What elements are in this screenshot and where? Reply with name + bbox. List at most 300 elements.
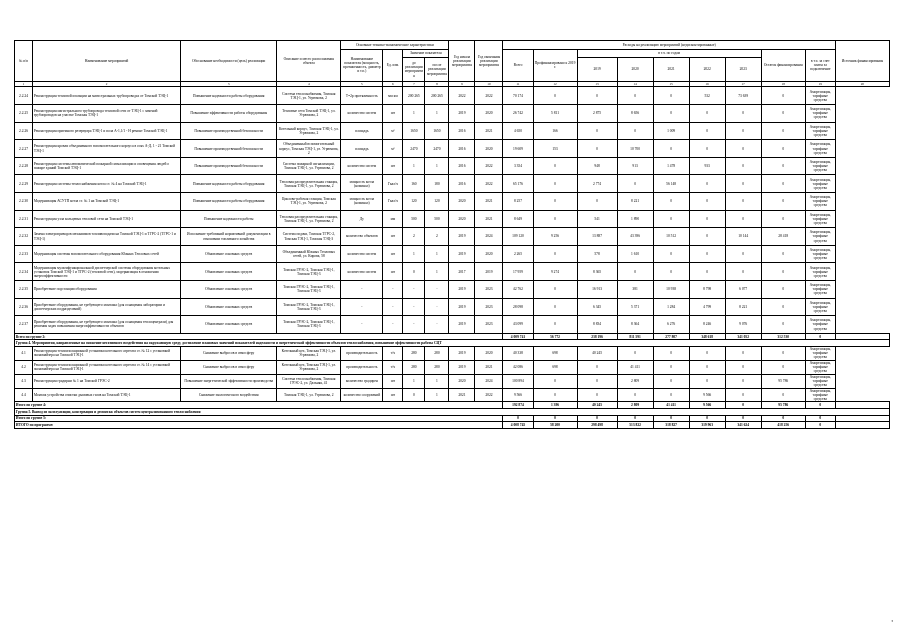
table-cell: 180	[425, 175, 449, 193]
subtotal-value: 0	[805, 422, 835, 429]
table-cell: 0	[617, 87, 653, 105]
table-cell: шт	[383, 388, 403, 402]
table-cell: Котельный цех, Томская ТЭЦ-1, ул. Угрюмова, 2	[277, 360, 341, 374]
table-cell: 2020	[475, 105, 503, 123]
table-cell: 2023	[475, 298, 503, 316]
table-row	[15, 374, 890, 388]
subtotal-value: 0	[761, 415, 805, 422]
table-cell: 8 365	[577, 263, 617, 281]
group-heading: Группа 4. Мероприятия, направленные на снижение негативного воздействия на окружающую среду, достижение плановых значений показателей надежности и энергетической эффективности объектов теплоснабжения, повышение эффективности работы СЦТ	[15, 340, 890, 347]
subtotal-empty	[835, 415, 889, 422]
table-cell: 0	[689, 360, 725, 374]
table-cell: Амортизация, тарифные средства	[805, 228, 835, 246]
table-cell: площадь	[341, 122, 383, 140]
table-cell: 0	[689, 105, 725, 123]
col-header-by-years: в т.ч. по годам	[577, 49, 761, 58]
subtotal-value: 41 411	[653, 402, 689, 409]
table-cell: Амортизация, тарифные средства	[805, 122, 835, 140]
table-cell: 10 700	[617, 140, 653, 158]
table-cell: -	[383, 298, 403, 316]
table-cell: мощность котла (номинал)	[341, 175, 383, 193]
table-cell: Система теплоснабжения, Томская ГРЭС-2, ул. Дальняя, 41	[277, 374, 341, 388]
table-cell: 913	[617, 157, 653, 175]
table-cell: 500	[425, 210, 449, 228]
table-cell: -	[425, 316, 449, 334]
table-cell: 2019	[475, 263, 503, 281]
table-cell: 0	[761, 87, 805, 105]
table-cell: 2019	[449, 281, 475, 299]
table-cell: Повышение производственной безопасности	[181, 122, 277, 140]
table-cell: производительность	[341, 346, 383, 360]
table-cell: 2019	[449, 360, 475, 374]
table-cell: Повышение энергетической эффективности производства	[181, 374, 277, 388]
table-cell: 2019	[449, 346, 475, 360]
table-cell: Амортизация, тарифные средства	[805, 374, 835, 388]
table-cell: Тепловая распределительная станция, Томская ТЭЦ-1, ул. Угрюмова, 2	[277, 210, 341, 228]
table-cell: 698	[533, 360, 577, 374]
table-cell: -	[425, 298, 449, 316]
table-cell: Реконструкция теплоизоляционной установки котельного агрегата ст. № 14 с установкой экономайзера на Томской ТЭЦ-1	[33, 360, 181, 374]
table-cell: 541	[577, 210, 617, 228]
table-cell: 2024	[475, 374, 503, 388]
table-cell: 2021	[475, 360, 503, 374]
table-cell: 1	[425, 245, 449, 263]
table-row	[15, 105, 890, 123]
table-cell: Реконструкция тепловой изоляции на магистральных трубопроводах от Томской ТЭЦ-1	[33, 87, 181, 105]
table-cell: мощность котла (номинал)	[341, 193, 383, 211]
table-cell: Реконструкция кровли объединенного вспомогательного корпуса в осях А-Д, 1 - 21 Томской ТЭЦ-1	[33, 140, 181, 158]
table-cell: 2020	[475, 245, 503, 263]
table-cell: 2020	[449, 210, 475, 228]
table-cell: мм	[383, 210, 403, 228]
table-cell: 2016	[449, 122, 475, 140]
col-header-expenses: Расходы на реализацию мероприятий (недисконтированные)	[503, 41, 835, 50]
table-cell: Томская ТЭЦ-1, ул. Угрюмова, 2	[277, 388, 341, 402]
table-cell: 0	[689, 245, 725, 263]
table-row	[15, 346, 890, 360]
table-cell: 5 371	[617, 298, 653, 316]
table-cell: 0	[725, 346, 761, 360]
subtotal-empty	[835, 333, 889, 340]
table-cell: 0	[689, 346, 725, 360]
table-row	[15, 263, 890, 281]
table-cell: 578	[577, 245, 617, 263]
table-cell: м²	[383, 140, 403, 158]
table-cell: 0	[689, 175, 725, 193]
table-cell: 0	[653, 374, 689, 388]
table-cell: 1	[403, 105, 425, 123]
table-row	[15, 210, 890, 228]
table-cell: 0	[725, 360, 761, 374]
table-cell: 280	[403, 360, 425, 374]
table-row	[15, 193, 890, 211]
column-number-cell: 7	[403, 81, 425, 87]
table-cell: Томская ГРЭС-2, Томская ТЭЦ-1, Томская ТЭЦ-3	[277, 298, 341, 316]
table-cell: 0	[617, 388, 653, 402]
table-cell: 0	[761, 281, 805, 299]
table-cell: 8 364	[617, 316, 653, 334]
table-cell: 0	[617, 122, 653, 140]
column-number-cell: 9	[449, 81, 475, 87]
table-cell: Томская ГРЭС-2, Томская ТЭЦ-1, Томская ТЭЦ-3	[277, 316, 341, 334]
table-cell: 0	[577, 360, 617, 374]
table-cell: Реконструкция системы автоматической пожарной сигнализации и оповещения людей о пожаре зданий Томской ТЭЦ-1	[33, 157, 181, 175]
table-cell: 2.2.37	[15, 316, 33, 334]
subtotal-row	[15, 422, 890, 429]
table-row	[15, 245, 890, 263]
table-cell: 166	[533, 122, 577, 140]
col-header-name: Наименование мероприятий	[33, 41, 181, 82]
table-cell: 2.2.27	[15, 140, 33, 158]
table-cell: Замена электроприводов механизмов топливоподачи на Томской ТЭЦ-1 и ТГРС-2 (ТГРС-1 и ТЭЦ-1)	[33, 228, 181, 246]
table-cell: Модернизация АСУТП котла ст. № 1 на Томской ТЭЦ-1	[33, 193, 181, 211]
table-cell: 2.2.34	[15, 263, 33, 281]
table-cell: Т=2р протяженность	[341, 87, 383, 105]
table-cell: 9 274	[533, 263, 577, 281]
table-cell: -	[425, 281, 449, 299]
subtotal-row	[15, 333, 890, 340]
table-cell: 2020	[449, 374, 475, 388]
table-cell: 56 148	[653, 175, 689, 193]
column-number-cell: 14	[617, 81, 653, 87]
subtotal-value: 513 822	[617, 422, 653, 429]
table-cell: Снижение выбросов в атмосферу	[181, 346, 277, 360]
table-cell: 280	[403, 346, 425, 360]
subtotal-value: 2 809	[617, 402, 653, 409]
col-header-source: Источник финансирования	[835, 41, 889, 82]
table-cell: 0	[577, 388, 617, 402]
table-cell: 153	[533, 140, 577, 158]
table-cell: 2017	[449, 263, 475, 281]
column-number-cell: 8	[425, 81, 449, 87]
table-cell: 43 099	[503, 316, 533, 334]
table-row	[15, 157, 890, 175]
table-cell: 0	[533, 210, 577, 228]
column-number-cell: 17	[725, 81, 761, 87]
table-cell: Объединенный Южных Тепловых сетей, ул. Кирова, 58	[277, 245, 341, 263]
table-cell: 2.2.31	[15, 210, 33, 228]
table-cell: Томская ГРЭС-2, Томская ТЭЦ-1, Томская ТЭЦ-3	[277, 281, 341, 299]
table-cell: Исполнение требований нормативной документации в отношении топливного хозяйства	[181, 228, 277, 246]
table-cell: 0	[725, 140, 761, 158]
table-cell: шт	[383, 263, 403, 281]
table-cell: 3 354	[503, 157, 533, 175]
table-cell: 1650	[403, 122, 425, 140]
table-cell: 28 418	[761, 228, 805, 246]
table-cell: 9 566	[503, 388, 533, 402]
table-cell: Амортизация, тарифные средства	[805, 245, 835, 263]
table-cell: 948	[577, 157, 617, 175]
column-number-cell: 4	[277, 81, 341, 87]
table-cell: 1 478	[653, 157, 689, 175]
subtotal-value: 341 624	[725, 422, 761, 429]
table-cell: 0	[761, 157, 805, 175]
table-cell: 41 411	[617, 360, 653, 374]
table-cell: Амортизация, тарифные средства	[805, 360, 835, 374]
table-cell: 9 076	[725, 316, 761, 334]
table-cell: 17 959	[503, 263, 533, 281]
col-header-remaining: Остаток финансирования	[761, 49, 805, 81]
table-cell: Котельный цех, Томская ТЭЦ-1, ул. Угрюмова, 2	[277, 346, 341, 360]
table-cell: Повышение надежности работы оборудования	[181, 87, 277, 105]
table-cell: 0	[533, 175, 577, 193]
table-cell: 2.2.24	[15, 87, 33, 105]
table-cell: 1	[425, 157, 449, 175]
subtotal-value: 0	[653, 415, 689, 422]
subtotal-value: 318 827	[653, 422, 689, 429]
table-cell: 0	[725, 374, 761, 388]
table-cell: 8 221	[725, 298, 761, 316]
table-cell: 0	[689, 263, 725, 281]
table-cell: количество систем	[341, 263, 383, 281]
table-cell: 0	[653, 193, 689, 211]
group-heading: Группа 5. Вывод из эксплуатации, консервация и демонтаж объектов систем централизованного теплоснабжения	[15, 409, 890, 416]
table-cell: 2.2.36	[15, 298, 33, 316]
table-cell: 1	[425, 105, 449, 123]
table-cell: 0	[761, 210, 805, 228]
table-cell: 1 284	[653, 298, 689, 316]
table-cell: 0	[725, 193, 761, 211]
table-cell: Амортизация, тарифные средства	[805, 175, 835, 193]
table-cell: Обновление основных средств	[181, 281, 277, 299]
table-cell: 0	[761, 175, 805, 193]
table-cell: 2022	[475, 175, 503, 193]
table-cell: 0	[403, 388, 425, 402]
table-cell: шт	[383, 374, 403, 388]
subtotal-value: 0	[577, 415, 617, 422]
table-cell: 381	[617, 281, 653, 299]
table-cell: 2.2.30	[15, 193, 33, 211]
table-cell: 8 834	[577, 316, 617, 334]
table-cell: Реконструкция магистрального трубопровода тепловой сети от ТЭЦ-1 с заменой трубопроводов на участке Томская ТЭЦ-1	[33, 105, 181, 123]
table-cell: 0	[689, 210, 725, 228]
subtotal-value: 341 052	[725, 333, 761, 340]
table-row	[15, 316, 890, 334]
subtotal-value: 40 245	[577, 402, 617, 409]
table-cell: Повышение производственной безопасности	[181, 157, 277, 175]
table-cell: 2.2.26	[15, 122, 33, 140]
table-cell: Амортизация, тарифные средства	[805, 298, 835, 316]
table-row	[15, 175, 890, 193]
table-cell: Котельный корпус, Томская ТЭЦ-1, ул. Угрюмова, 2	[277, 122, 341, 140]
table-cell: 1	[403, 245, 425, 263]
table-cell: 0	[725, 245, 761, 263]
table-cell: Повышение производственной безопасности	[181, 140, 277, 158]
col-header-2023: 2023	[725, 58, 761, 82]
table-cell: 40 245	[577, 346, 617, 360]
col-header-2022: 2022	[689, 58, 725, 82]
table-cell: 6 077	[725, 281, 761, 299]
table-cell: 0	[577, 193, 617, 211]
table-cell: 10 144	[725, 228, 761, 246]
table-cell: 1	[425, 374, 449, 388]
table-cell: Повышение эффективности работы оборудования	[181, 105, 277, 123]
table-cell: 0	[577, 140, 617, 158]
table-cell: 0	[653, 263, 689, 281]
table-cell: количество объектов	[341, 228, 383, 246]
table-cell: 2020	[475, 346, 503, 360]
table-cell: Амортизация, тарифные средства	[805, 105, 835, 123]
column-number-cell: 13	[577, 81, 617, 87]
table-cell: Система теплоснабжения, Томская ТЭЦ-1, ул. Угрюмова, 2	[277, 87, 341, 105]
table-cell: -	[383, 316, 403, 334]
col-header-end-year: Год окончания реализации мероприятия	[475, 41, 503, 82]
table-cell: Ду	[341, 210, 383, 228]
table-cell: 0	[725, 263, 761, 281]
table-cell: шт	[383, 228, 403, 246]
table-cell: 0	[761, 360, 805, 374]
table-cell: 1650	[425, 122, 449, 140]
table-cell: 200 265	[403, 87, 425, 105]
table-cell: производительность	[341, 360, 383, 374]
table-cell: 0	[653, 346, 689, 360]
table-cell: 42 762	[503, 281, 533, 299]
table-cell: 0	[617, 263, 653, 281]
table-cell: 2.2.29	[15, 175, 33, 193]
table-cell: 2.2.33	[15, 245, 33, 263]
table-cell: 500	[403, 210, 425, 228]
table-cell: Повышение надежности работы оборудования	[181, 175, 277, 193]
table-cell: 40 338	[503, 346, 533, 360]
subtotal-row	[15, 415, 890, 422]
table-cell: 73 639	[725, 87, 761, 105]
table-cell: 8 798	[689, 281, 725, 299]
table-cell: м²	[383, 122, 403, 140]
table-cell: 0	[653, 105, 689, 123]
table-cell: 2021	[475, 193, 503, 211]
table-cell: 19 609	[503, 140, 533, 158]
table-cell: 2	[403, 228, 425, 246]
table-cell: количество систем	[341, 245, 383, 263]
subtotal-value: 0	[689, 415, 725, 422]
table-cell: -	[341, 281, 383, 299]
table-cell: шт	[383, 105, 403, 123]
table-cell: 0	[577, 87, 617, 105]
subtotal-value: 238 196	[577, 333, 617, 340]
column-number-cell: 16	[689, 81, 725, 87]
subtotal-value: 9 566	[689, 402, 725, 409]
table-cell: т/ч	[383, 360, 403, 374]
table-cell: 1	[425, 263, 449, 281]
table-cell: 65 176	[503, 175, 533, 193]
subtotal-value: 319 963	[689, 422, 725, 429]
table-cell: 4.3	[15, 374, 33, 388]
table-cell: 0	[761, 388, 805, 402]
table-cell: 2019	[449, 298, 475, 316]
investment-program-table	[14, 40, 890, 429]
subtotal-value: 0	[805, 415, 835, 422]
table-cell: 2 809	[617, 374, 653, 388]
table-cell: 2023	[475, 281, 503, 299]
table-cell: 8 656	[617, 105, 653, 123]
table-cell: площадь	[341, 140, 383, 158]
table-cell: 28 098	[503, 298, 533, 316]
table-cell: 2022	[449, 87, 475, 105]
subtotal-value: 277 807	[653, 333, 689, 340]
subtotal-value: 4 009 741	[503, 333, 533, 340]
table-cell: 8 649	[503, 210, 533, 228]
col-header-number: № п/п	[15, 41, 33, 82]
table-cell: 9 566	[689, 388, 725, 402]
table-cell: 0	[689, 193, 725, 211]
table-cell: 2019	[449, 316, 475, 334]
table-cell: 0	[617, 346, 653, 360]
table-row	[15, 87, 890, 105]
column-number-cell: 15	[653, 81, 689, 87]
table-cell: 0	[725, 210, 761, 228]
table-cell: 0	[653, 140, 689, 158]
table-cell: 43 396	[617, 228, 653, 246]
col-header-main-specs: Основные технико-экономические характеристики	[341, 41, 449, 50]
col-header-financed: Профинансировано к 2019 г.	[533, 49, 577, 81]
subtotal-value: 0	[805, 402, 835, 409]
table-cell: 2	[425, 228, 449, 246]
table-cell: 0	[653, 87, 689, 105]
table-cell: 0	[533, 316, 577, 334]
table-cell: 0	[761, 298, 805, 316]
table-cell: 2.2.32	[15, 228, 33, 246]
subtotal-value: 4 008 745	[503, 422, 533, 429]
table-cell: 0	[577, 374, 617, 388]
subtotal-value: 95 786	[761, 402, 805, 409]
column-number-cell: 1	[15, 81, 33, 87]
subtotal-value: 811 591	[617, 333, 653, 340]
table-cell: Реконструкция узла кольцевых тепловой сети на Томской ТЭЦ-1	[33, 210, 181, 228]
table-row	[15, 281, 890, 299]
table-cell: 8 246	[689, 316, 725, 334]
table-cell: количество градирен	[341, 374, 383, 388]
table-cell: -	[341, 316, 383, 334]
subtotal-value: 418 256	[761, 422, 805, 429]
table-cell: 8 221	[617, 193, 653, 211]
table-cell: 109 120	[503, 228, 533, 246]
subtotal-value: 312 530	[761, 333, 805, 340]
col-header-after: после реализации мероприятия	[425, 58, 449, 82]
table-cell: 2024	[475, 228, 503, 246]
table-cell: Монтаж устройства очистки дымовых газов на Томской ТЭЦ-1	[33, 388, 181, 402]
table-cell: 2 265	[503, 245, 533, 263]
table-cell: 0	[725, 105, 761, 123]
col-header-total: Всего	[503, 49, 533, 81]
table-cell: Амортизация, тарифные средства	[805, 388, 835, 402]
table-cell: 280	[425, 360, 449, 374]
table-cell: -	[403, 298, 425, 316]
table-cell: -	[403, 316, 425, 334]
table-cell: 2.2.28	[15, 157, 33, 175]
table-cell: 4.4	[15, 388, 33, 402]
table-cell: Гкал/ч	[383, 193, 403, 211]
table-cell: 2470	[425, 140, 449, 158]
table-cell: 2023	[475, 316, 503, 334]
table-cell: Модернизация системы вспомогательного оборудования Южных Тепловых сетей	[33, 245, 181, 263]
table-cell: Обновление основных средств	[181, 298, 277, 316]
col-header-2019: 2019	[577, 58, 617, 82]
table-row	[15, 140, 890, 158]
subtotal-value: 298 498	[577, 422, 617, 429]
table-cell: -	[383, 281, 403, 299]
table-cell: 0	[761, 316, 805, 334]
table-cell: Циклово-рабочая станция, Томская ТЭЦ-1, ул. Угрюмова, 2	[277, 193, 341, 211]
subtotal-value: 0	[503, 415, 533, 422]
table-cell: 2 875	[577, 105, 617, 123]
column-number-cell: 19	[805, 81, 835, 87]
table-cell: 2020	[449, 193, 475, 211]
table-cell: 0	[761, 140, 805, 158]
column-number-cell: 3	[181, 81, 277, 87]
table-cell: 4 799	[689, 298, 725, 316]
table-cell: 1	[403, 157, 425, 175]
col-header-2021: 2021	[653, 58, 689, 82]
